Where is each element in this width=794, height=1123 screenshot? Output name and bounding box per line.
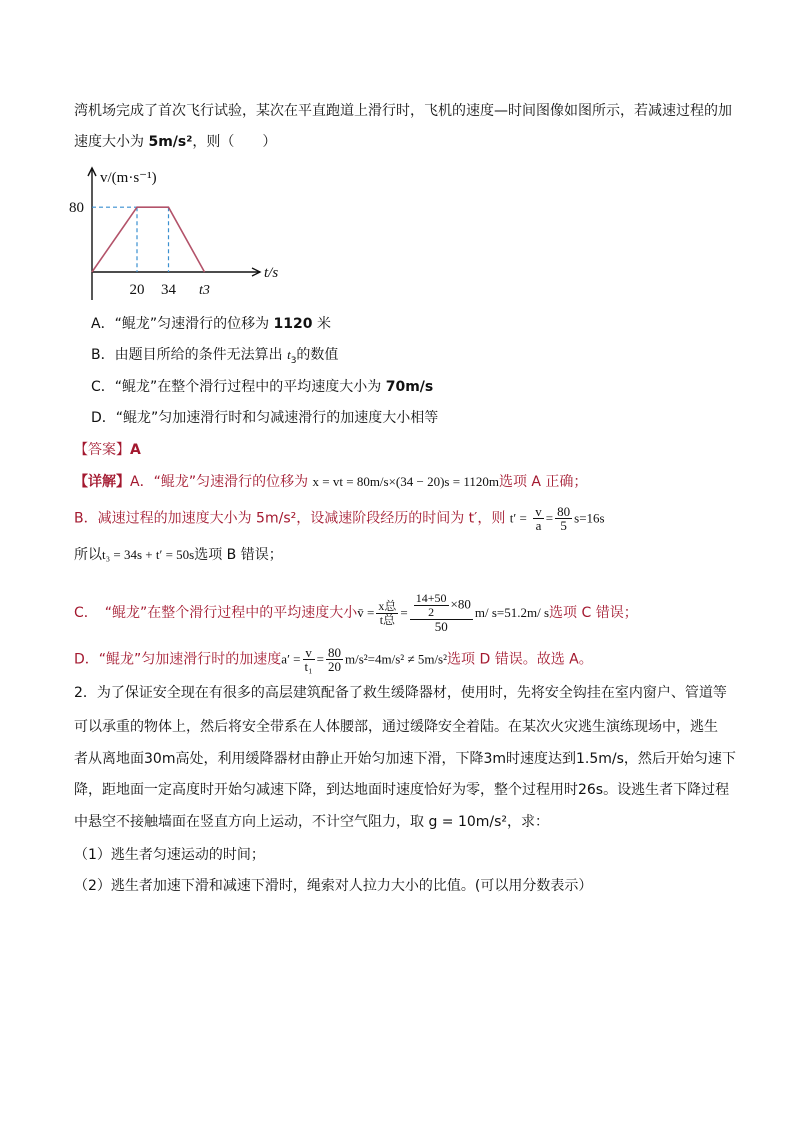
q1-stem-line2-suffix: ，则（ ） — [192, 134, 277, 150]
option-c-text: C．“鲲龙”在整个滑行过程中的平均速度大小为 — [91, 379, 386, 395]
detail-d-frac1-num: v — [303, 646, 315, 660]
detail-c-frac-xt — [376, 600, 398, 627]
detail-c-times: ×80 — [450, 596, 471, 612]
detail-c-den: 50 — [434, 619, 448, 634]
answer-value: A — [130, 442, 141, 458]
q2-sub2: （2）逃生者加速下滑和减速下滑时，绳索对人拉力大小的比值。(可以用分数表示） — [74, 878, 593, 894]
option-a-text: A．“鲲龙”匀速滑行的位移为 — [91, 316, 274, 332]
x-tick-label-34: 34 — [161, 282, 176, 298]
detail-d-frac1-den: t₁ — [304, 659, 313, 674]
detail-c-tail: 选项 C 错误； — [549, 605, 638, 621]
option-a-suffix: 米 — [312, 316, 331, 332]
option-a-bold: 1120 — [273, 316, 313, 332]
detail-b-frac2-num: 80 — [557, 504, 571, 519]
detail-b-frac1-den: a — [535, 518, 542, 533]
detail-b-frac2 — [555, 505, 572, 532]
q1-stem-line1: 湾机场完成了首次飞行试验，某次在平直跑道上滑行时，飞机的速度—时间图像如图所示，若减速过程的加 — [74, 103, 732, 119]
x-tick-label-t3: t3 — [199, 283, 210, 298]
q2-line4: 降，距地面一定高度时开始匀减速下降，到达地面时速度恰好为零，整个过程用时26s。设逃生者下降过程 — [74, 782, 730, 798]
answer-line — [74, 440, 141, 460]
option-b[interactable] — [91, 345, 338, 371]
y-tick-label-80: 80 — [69, 200, 84, 217]
option-c[interactable] — [91, 377, 433, 397]
q2-line3: 者从离地面30m高处，利用缓降器材由静止开始匀加速下滑，下降3m时速度达到1.5m/s，然后开始匀速下 — [74, 751, 736, 767]
detail-b-lhs: t′ = — [509, 510, 527, 526]
q2-line2: 可以承重的物体上，然后将安全带系在人体腰部，通过缓降安全着陆。在某次火灾逃生演练现场中，逃生 — [74, 719, 718, 735]
option-d-text: D．“鲲龙”匀加速滑行时和匀减速滑行的加速度大小相等 — [91, 410, 439, 426]
detail-d-frac2-num: 80 — [328, 645, 341, 660]
option-b-sub: 3 — [290, 355, 297, 366]
option-c-bold: 70m/s — [385, 379, 434, 395]
detail-d-line: D．“鲲龙”匀加速滑行时的加速度a′ = $\frac{v}{\text{t₁}}$ = $\frac{80}{20}$ m/s²=4m/s² ≠ 5m/s²选项 D 错误。故选 A。 — [74, 645, 593, 674]
option-b-text: B．由题目所给的条件无法算出 — [91, 347, 288, 363]
detail-b-frac1-num: v — [535, 504, 542, 519]
detail-b2-text: 所以 — [74, 547, 102, 563]
detail-b-text: B．减速过程的加速度大小为 5m/s²，设减速阶段经历的时间为 t′，则 — [74, 510, 506, 527]
detail-d-frac2-den: 20 — [328, 659, 341, 674]
option-b-var: t — [287, 347, 291, 362]
detail-c-inner-frac — [414, 592, 449, 619]
velocity-time-chart — [60, 160, 300, 305]
detail-a-formula: x = vt = 80m/s×(34 − 20)s = 1120m — [312, 474, 499, 489]
detail-b2-line — [74, 545, 283, 565]
detail-d-lhs: a′ = — [281, 651, 301, 667]
detail-b-line: B．减速过程的加速度大小为 5m/s²，设减速阶段经历的时间为 t′，则 t′ = $\frac{v}{a}$ = $\frac{80}{5}$ s=16s — [74, 504, 605, 533]
detail-c-inner-den: 2 — [428, 605, 435, 619]
detail-d-text: D．“鲲龙”匀加速滑行时的加速度 — [74, 651, 282, 668]
detail-c-t: t总 — [379, 612, 396, 627]
detail-a-tail: 选项 A 正确； — [498, 474, 588, 490]
q2-line5: 中悬空不接触墙面在竖直方向上运动，不计空气阻力，取 g = 10m/s²，求： — [74, 814, 550, 830]
detail-c-inner-num: 14+50 — [415, 591, 447, 605]
detail-label: 【详解】 — [74, 474, 130, 490]
q2-line1: 2．为了保证安全现在有很多的高层建筑配备了救生缓降器材，使用时，先将安全钩挂在室内窗户、管道等 — [74, 685, 727, 701]
q1-stem-accel: 5m/s² — [148, 134, 193, 150]
detail-a-line — [74, 472, 587, 492]
option-d[interactable] — [91, 408, 438, 428]
detail-d-frac1 — [303, 646, 315, 673]
x-tick-label-20: 20 — [129, 282, 145, 298]
detail-b-frac1 — [533, 505, 544, 532]
detail-c-line: C． “鲲龙”在整个滑行过程中的平均速度大小v̄ = $\frac{\text{x总}}{\text{t总}}$ = $\frac{14+50}{2}$ ×80 50 m/ s=51.2m/ s选项 C 错误； — [74, 591, 638, 634]
option-b-suffix: 的数值 — [296, 347, 339, 363]
q2-sub1: （1）逃生者匀速运动的时间； — [74, 847, 265, 863]
detail-b-frac2-den: 5 — [560, 518, 567, 533]
x-axis-label: t/s — [264, 265, 279, 281]
detail-c-big-frac — [410, 592, 473, 634]
detail-b2-tail: 选项 B 错误； — [194, 547, 283, 563]
detail-c-big-num — [410, 592, 473, 620]
velocity-series-line — [92, 207, 205, 272]
detail-d-tail: 选项 D 错误。故选 A。 — [447, 651, 593, 668]
detail-c-result: m/ s=51.2m/ s — [474, 605, 550, 620]
detail-d-rhs: m/s²=4m/s² ≠ 5m/s² — [345, 651, 448, 667]
detail-d-frac2 — [326, 646, 343, 673]
answer-label: 【答案】 — [74, 442, 130, 458]
detail-c-x: x总 — [378, 598, 397, 613]
detail-b2-formula: t₃ = 34s + t′ = 50s — [102, 547, 195, 562]
detail-c-text: C． “鲲龙”在整个滑行过程中的平均速度大小 — [74, 605, 358, 621]
q1-stem-line2-prefix: 速度大小为 — [74, 134, 149, 150]
y-axis-label: v/(m·s⁻¹) — [100, 170, 157, 186]
detail-c-vbar: v̄ = — [357, 605, 375, 620]
option-a[interactable] — [91, 314, 331, 334]
q1-stem-line2 — [74, 132, 276, 152]
detail-a-text: A．“鲲龙”匀速滑行的位移为 — [130, 474, 313, 490]
detail-b-rhs: s=16s — [574, 510, 605, 526]
